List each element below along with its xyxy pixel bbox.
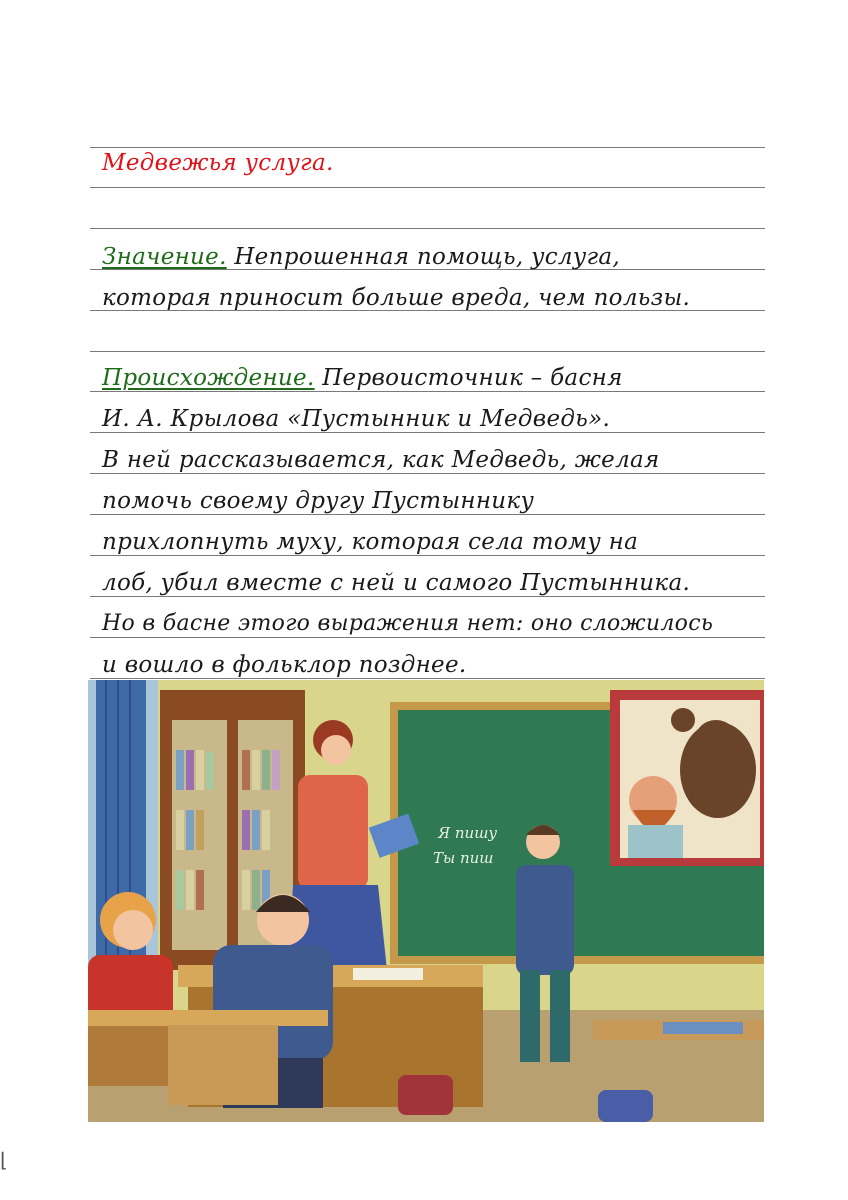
origin-line-8: и вошло в фольклор позднее. (102, 652, 467, 678)
ruled-line (90, 187, 765, 188)
classroom-scene (88, 680, 764, 1122)
origin-text: Первоисточник – басня (322, 365, 623, 391)
origin-line-4: помочь своему другу Пустыннику (102, 488, 535, 514)
classroom-illustration (88, 680, 764, 1122)
blackboard-text-1: Я пишу (438, 824, 498, 842)
blackboard-text-2: Ты пиш (433, 849, 494, 867)
origin-line-2: И. А. Крылова «Пустынник и Медведь». (102, 406, 611, 432)
origin-label: Происхождение. (102, 365, 315, 391)
page-edge-mark: ⌊ (0, 1148, 8, 1172)
open-notebook (353, 968, 423, 980)
student-desk-front (88, 1010, 328, 1026)
school-bag (398, 1075, 453, 1115)
meaning-text: Непрошенная помощь, услуга, (234, 244, 621, 270)
meaning-label: Значение. (102, 244, 227, 270)
origin-line-3: В ней рассказывается, как Медведь, желая (102, 447, 660, 473)
school-bag-blue (598, 1090, 653, 1122)
meaning-line-2: которая приносит больше вреда, чем пользы. (102, 285, 691, 311)
origin-line-1 (102, 363, 772, 393)
page-title: Медвежья услуга. (102, 150, 334, 176)
ruled-line (90, 228, 765, 229)
origin-line-6: лоб, убил вместе с ней и самого Пустынника. (102, 570, 691, 596)
origin-line-5: прихлопнуть муху, которая села тому на (102, 529, 639, 555)
meaning-line-1 (102, 242, 772, 272)
ruled-line (90, 351, 765, 352)
origin-line-7: Но в басне этого выражения нет: оно сложилось (102, 611, 714, 636)
